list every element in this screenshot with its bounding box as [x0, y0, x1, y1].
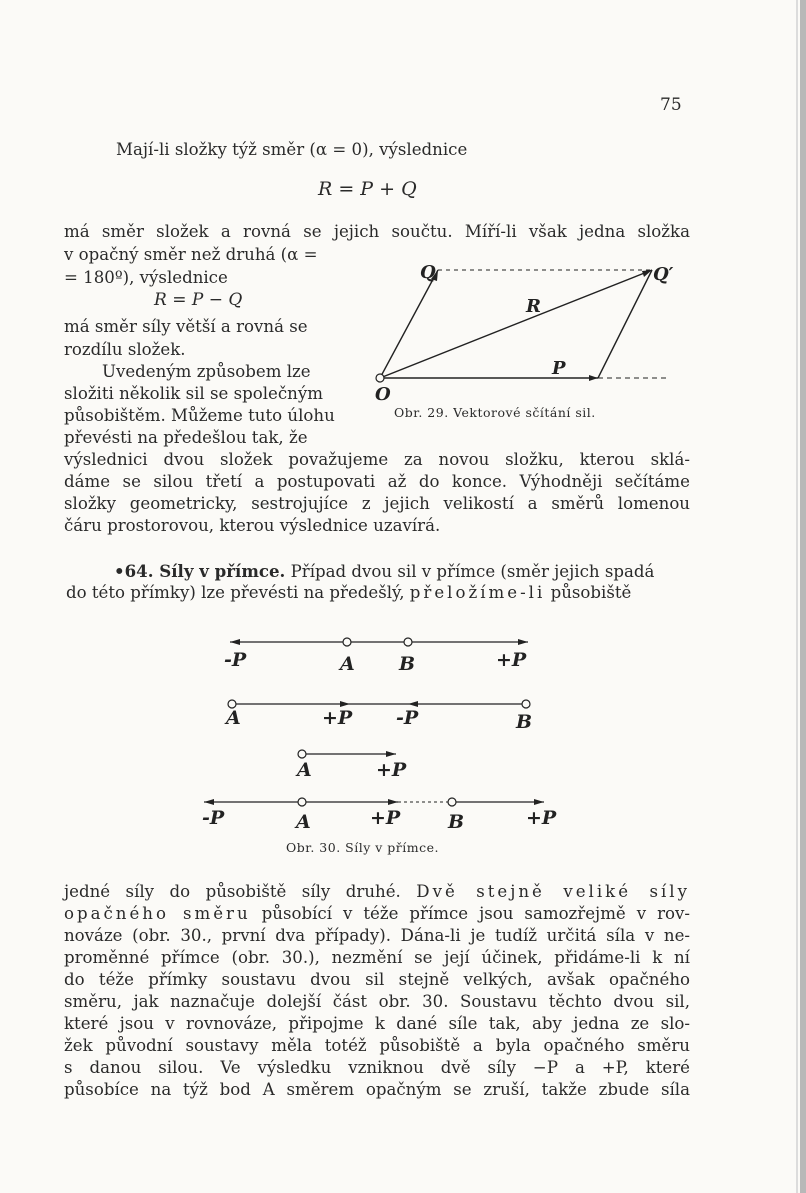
- page-number: 75: [660, 95, 682, 115]
- label-point: A: [340, 653, 355, 675]
- text-line: žek původní soustavy měla totéž působiště a byla opačného směru: [64, 1036, 690, 1055]
- text-line: v opačný směr než druhá (α =: [64, 245, 318, 264]
- vector-r: [380, 270, 652, 378]
- text-line: dáme se silou třetí a postupovati až do konce. Výhodněji sečítáme: [64, 472, 690, 491]
- text-line: nováze (obr. 30., první dva případy). Dána-li je tudíž určitá síla v ne-: [64, 926, 690, 945]
- label-point: A: [296, 811, 311, 830]
- section-heading: •64. Síly v přímce.: [114, 561, 286, 581]
- label-force: -P: [202, 807, 225, 829]
- label-point: B: [516, 711, 533, 733]
- label-point: A: [226, 707, 241, 729]
- text-line: působištěm. Můžeme tuto úlohu: [64, 406, 335, 425]
- label-force: +P: [496, 649, 527, 671]
- text-line: směru, jak naznačuje dolejší část obr. 30. Soustavu těchto dvou sil,: [64, 992, 690, 1011]
- arrowhead-right: [534, 799, 544, 805]
- origin-point: [376, 374, 384, 382]
- arrowhead-right: [388, 799, 398, 805]
- label-force: +P: [376, 759, 407, 781]
- point-b: [522, 700, 530, 708]
- figure-29-caption: Obr. 29. Vektorové sčítání sil.: [394, 405, 596, 420]
- figure-29-parallelogram: [360, 250, 680, 410]
- label-o: O: [375, 384, 391, 405]
- text-line: má směr síly větší a rovná se: [64, 317, 308, 336]
- label-point: B: [399, 653, 416, 675]
- label-force: +P: [322, 707, 353, 729]
- text-line: rozdílu složek.: [64, 340, 186, 359]
- equation-difference: R = P − Q: [154, 290, 243, 310]
- label-point: B: [448, 811, 465, 830]
- label-qprime: Q′: [653, 264, 674, 285]
- arrowhead-p: [589, 375, 598, 381]
- text-line: Uvedeným způsobem lze: [102, 362, 311, 381]
- label-force: +P: [526, 807, 557, 829]
- label-q: Q: [420, 262, 436, 283]
- figure-30-forces-in-line: [200, 630, 560, 830]
- arrowhead-right: [518, 639, 528, 645]
- text-line: čáru prostorovou, kterou výslednice uzavírá.: [64, 516, 441, 535]
- text-line: do téže přímky soustavu dvou sil stejně velkých, avšak opačného: [64, 970, 690, 989]
- figure-30-caption: Obr. 30. Síly v přímce.: [286, 840, 439, 855]
- text-line: které jsou v rovnováze, připojme k dané síle tak, aby jedna ze slo-: [64, 1014, 690, 1033]
- label-force: -P: [396, 707, 419, 729]
- text-line: = 180º), výslednice: [64, 268, 228, 287]
- text-line: opačného směru působící v téže přímce jsou samozřejmě v rov-: [64, 904, 691, 923]
- point-b: [404, 638, 412, 646]
- text-fragment: Případ dvou sil v přímce (směr jejich spadá: [290, 562, 655, 581]
- text-line: složiti několik sil se společným: [64, 384, 323, 403]
- label-r: R: [526, 296, 541, 317]
- section-64-line-2: [66, 583, 631, 602]
- label-force: -P: [224, 649, 247, 671]
- side-p-qprime: [598, 270, 652, 378]
- text-line: s danou silou. Ve výsledku vzniknou dvě síly −P a +P, které: [64, 1058, 690, 1077]
- section-64-line-1: [114, 561, 654, 581]
- arrowhead-left: [204, 799, 214, 805]
- point-a: [343, 638, 351, 646]
- vector-q: [380, 270, 438, 378]
- spaced-emphasis: přeložíme-li: [409, 583, 546, 602]
- point-a: [298, 750, 306, 758]
- text-line: jedné síly do působiště síly druhé. Dvě stejně veliké síly: [64, 882, 690, 901]
- text-line: Mají-li složky týž směr (α = 0), výslednice: [116, 140, 468, 159]
- text-line: převésti na předešlou tak, že: [64, 428, 308, 447]
- text-line: výslednici dvou složek považujeme za novou složku, kterou sklá-: [64, 450, 690, 469]
- label-p: P: [552, 358, 566, 379]
- equation-sum: R = P + Q: [318, 178, 417, 200]
- point-b: [448, 798, 456, 806]
- page-edge: [800, 0, 806, 1193]
- text-fragment: působiště: [550, 583, 632, 602]
- arrowhead-left: [230, 639, 240, 645]
- text-line: má směr složek a rovná se jejich součtu. Míří-li však jedna složka: [64, 222, 690, 241]
- text-fragment: do této přímky) lze převésti na předešlý,: [66, 583, 405, 602]
- text-line: působíce na týž bod A směrem opačným se zruší, takže zbude síla: [64, 1080, 690, 1099]
- point-a: [298, 798, 306, 806]
- arrowhead-right: [386, 751, 396, 757]
- label-force: +P: [370, 807, 401, 829]
- text-line: proměnné přímce (obr. 30.), nezmění se její účinek, přidáme-li k ní: [64, 948, 690, 967]
- page-edge-inner: [796, 0, 798, 1193]
- text-line: složky geometricky, sestrojujíce z jejich velikostí a směrů lomenou: [64, 494, 690, 513]
- label-point: A: [297, 759, 312, 781]
